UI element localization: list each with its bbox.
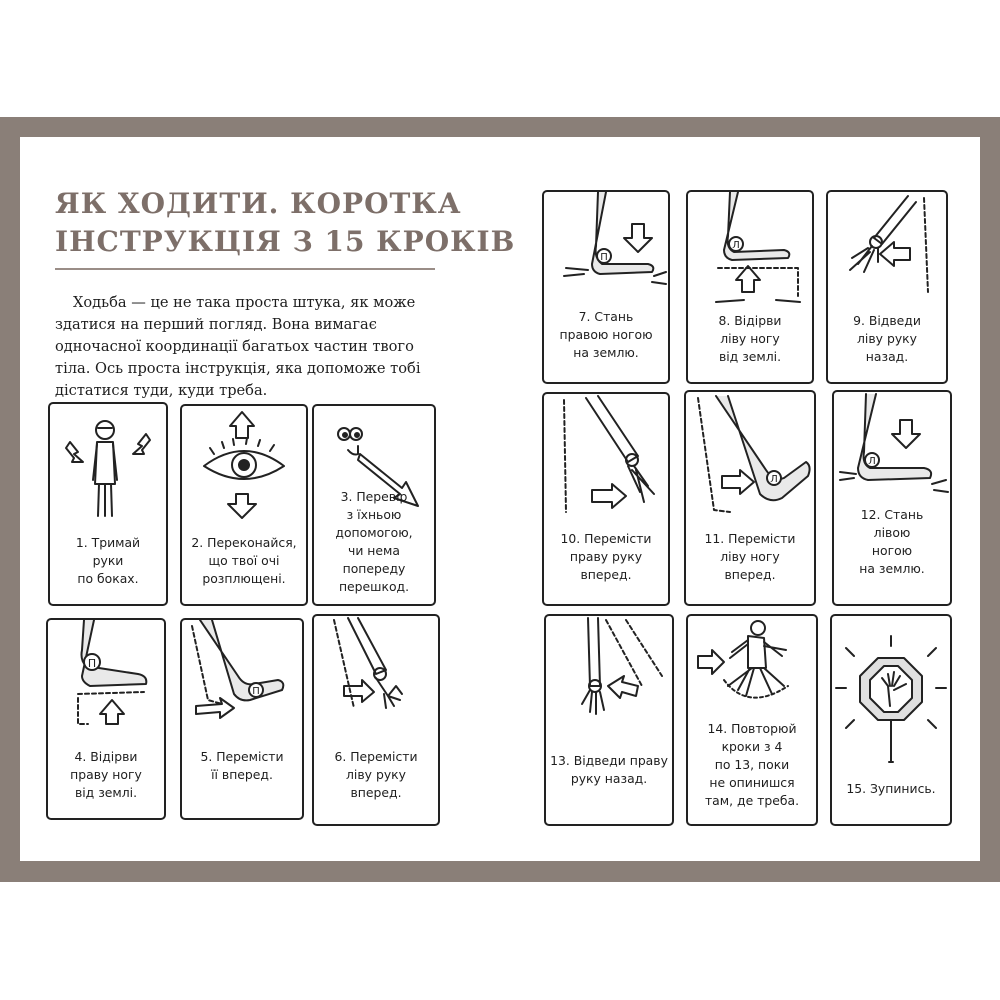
step-panel-8: [686, 190, 814, 384]
step-caption-9: 9. Відведи ліву руку назад.: [853, 313, 921, 364]
step-panel-7: [542, 190, 670, 384]
step-panel-4: [46, 618, 166, 820]
step-panel-14: [686, 614, 818, 826]
step-panel-10: [542, 392, 670, 606]
step-caption-10: 10. Перемісти праву руку вперед.: [560, 531, 652, 582]
step-caption-11: 11. Перемісти ліву ногу вперед.: [704, 531, 796, 582]
title-line-2: ІНСТРУКЦІЯ З 15 КРОКІВ: [55, 225, 516, 258]
step-caption-13: 13. Відведи праву руку назад.: [550, 753, 668, 786]
intro-paragraph: Ходьба — це не така проста штука, як може здатися на перший погляд. Вона вимагає одночасної координації багатьох частин твого тіла. Ось проста інструкція, яка допоможе тобі дістатися туди, куди треба.: [55, 294, 421, 399]
step-panel-11: [684, 390, 816, 606]
step-caption-15: 15. Зупинись.: [846, 781, 936, 796]
step-caption-1: 1. Тримай руки по боках.: [75, 535, 141, 586]
step-panel-1: [48, 402, 168, 606]
step-caption-8: 8. Відірви ліву ногу від землі.: [718, 313, 782, 364]
title-divider: [55, 268, 435, 270]
shoe-letter-right-3: П: [600, 252, 608, 263]
step-panel-2: [180, 404, 308, 606]
shoe-letter-right-2: П: [252, 686, 260, 697]
step-caption-6: 6. Перемісти ліву руку вперед.: [334, 749, 418, 800]
shoe-letter-left: Л: [732, 240, 740, 251]
shoe-letter-left-3: Л: [868, 456, 876, 467]
title-line-1: ЯК ХОДИТИ. КОРОТКА: [55, 187, 462, 220]
moving-foot-forward-illustration: [182, 620, 302, 818]
step-caption-3: 3. Перевір з їхньою допомогою, чи нема попереду перешкод.: [335, 489, 413, 594]
step-caption-7: 7. Стань правою ногою на землю.: [559, 309, 653, 360]
step-caption-2: 2. Переконайся, що твої очі розплющені.: [191, 535, 297, 586]
step-panel-5: [180, 618, 304, 820]
step-panel-6: [312, 614, 440, 826]
shoe-letter-right: П: [87, 657, 97, 670]
step-caption-4: 4. Відірви праву ногу від землі.: [70, 749, 142, 800]
page-title: [55, 185, 516, 261]
step-panel-15: [830, 614, 952, 826]
step-panel-12: [832, 390, 952, 606]
step-panel-3: [312, 404, 436, 606]
right-arm-back-illustration: [546, 616, 672, 824]
step-panel-13: [544, 614, 674, 826]
step-caption-5: 5. Перемісти її вперед.: [200, 749, 284, 782]
step-caption-12: 12. Стань лівою ногою на землю.: [859, 507, 925, 576]
step-panel-9: [826, 190, 948, 384]
shoe-letter-left-2: Л: [770, 474, 778, 485]
step-caption-14: 14. Повторюй кроки з 4 по 13, поки не опинишся там, де треба.: [704, 721, 800, 808]
